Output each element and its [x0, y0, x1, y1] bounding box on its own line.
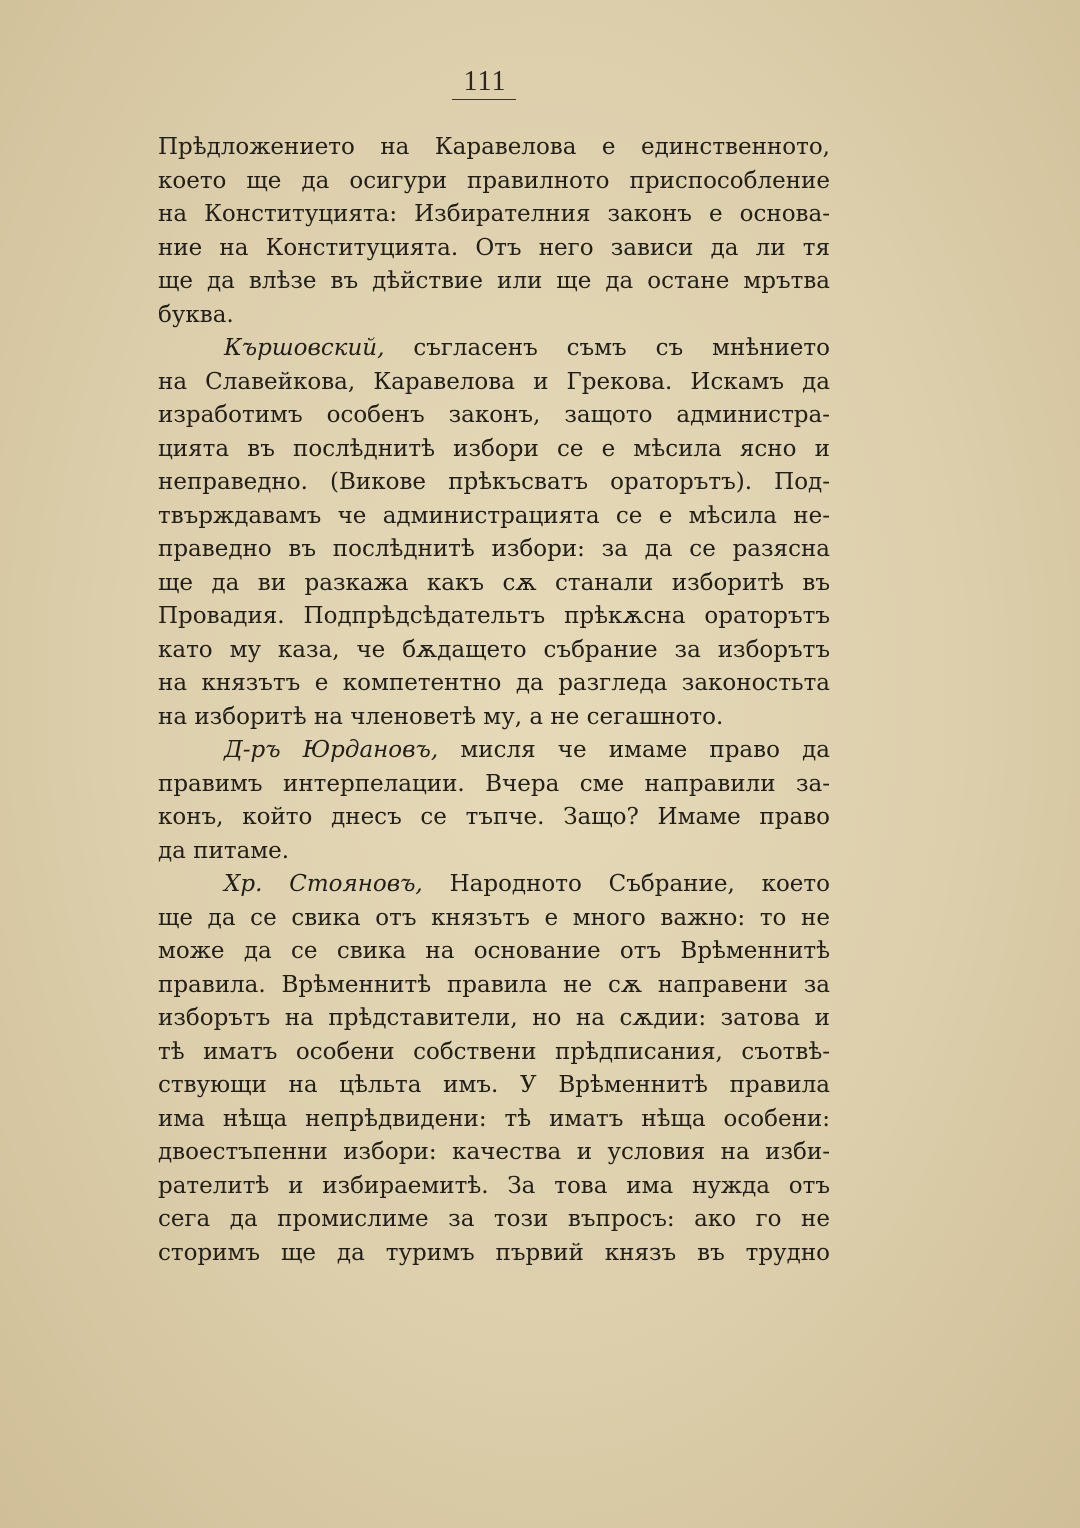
speech-text: Народното Събрание, което: [422, 871, 830, 897]
speech-start-line: [158, 734, 830, 768]
text-line: на Славейкова, Каравелова и Грекова. Искамъ да: [158, 368, 830, 395]
text-line: конъ, който днесъ се тъпче. Защо? Имаме право: [158, 804, 830, 830]
text-line: цията въ послѣднитѣ избори се е мѣсила ясно и: [158, 435, 830, 462]
text-line: ствующи на цѣльта имъ. У Врѣменнитѣ правила: [158, 1072, 830, 1098]
text-line: ще да ви разкажа какъ сѫ станали изборитѣ въ: [158, 569, 830, 596]
text-line: на изборитѣ на членоветѣ му, а не сегашното.: [158, 703, 724, 730]
text-line: Прѣдложението на Каравелова е единственното,: [158, 134, 830, 160]
speaker-name: Хр. Стояновъ,: [224, 871, 423, 897]
text-line: буква.: [158, 301, 234, 328]
speech-start-line: [158, 868, 830, 902]
speaker-name: Кършовский,: [224, 335, 385, 361]
speech-text: съгласенъ съмъ съ мнѣнието: [384, 335, 830, 361]
text-line: неправедно. (Викове прѣкъсватъ ораторътъ). Под-: [158, 469, 830, 495]
speech-text: мисля че имаме право да: [438, 737, 830, 763]
text-line: сега да промислиме за този въпросъ: ако го не: [158, 1206, 830, 1232]
page-number: 111: [463, 66, 507, 97]
text-line: сторимъ ще да туримъ първий князъ въ трудно: [158, 1239, 830, 1266]
text-line: Провадия. Подпрѣдсѣдательтъ прѣкѫсна ораторътъ: [158, 603, 830, 629]
body-text: [158, 131, 830, 1270]
text-line: което ще да осигури правилното приспособление: [158, 167, 830, 194]
text-line: на князътъ е компетентно да разгледа законостьта: [158, 670, 830, 696]
text-line: на Конституцията: Избирателния законъ е основа-: [158, 201, 830, 227]
text-line: като му каза, че бѫдащето събрание за изборътъ: [158, 636, 830, 663]
text-line: рателитѣ и избираемитѣ. За това има нужда отъ: [158, 1172, 830, 1199]
speech-start-line: [158, 332, 830, 366]
text-line: изработимъ особенъ законъ, защото администра-: [158, 402, 830, 428]
text-line: твърждавамъ че администрацията се е мѣсила не-: [158, 502, 830, 529]
text-line: има нѣща непрѣдвидени: тѣ иматъ нѣща особени:: [158, 1105, 830, 1132]
text-line: правила. Врѣменнитѣ правила не сѫ направени за: [158, 971, 830, 998]
text-line: може да се свика на основание отъ Врѣменнитѣ: [158, 938, 830, 964]
text-line: да питаме.: [158, 837, 290, 864]
text-line: ще да се свика отъ князътъ е много важно: то не: [158, 904, 830, 931]
text-line: изборътъ на прѣдставители, но на сѫдии: затова и: [158, 1005, 830, 1031]
speaker-name: Д-ръ Юрдановъ,: [224, 737, 439, 763]
page-number-rule: [452, 99, 516, 100]
text-line: двоестъпенни избори: качества и условия на изби-: [158, 1139, 830, 1165]
text-line: тѣ иматъ особени собствени прѣдписания, съотвѣ-: [158, 1038, 830, 1065]
text-line: ще да влѣзе въ дѣйствие или ще да остане мрътва: [158, 268, 830, 294]
text-line: ние на Конституцията. Отъ него зависи да ли тя: [158, 234, 830, 261]
text-line: праведно въ послѣднитѣ избори: за да се разясна: [158, 536, 830, 562]
text-line: правимъ интерпелации. Вчера сме направили за-: [158, 770, 830, 797]
